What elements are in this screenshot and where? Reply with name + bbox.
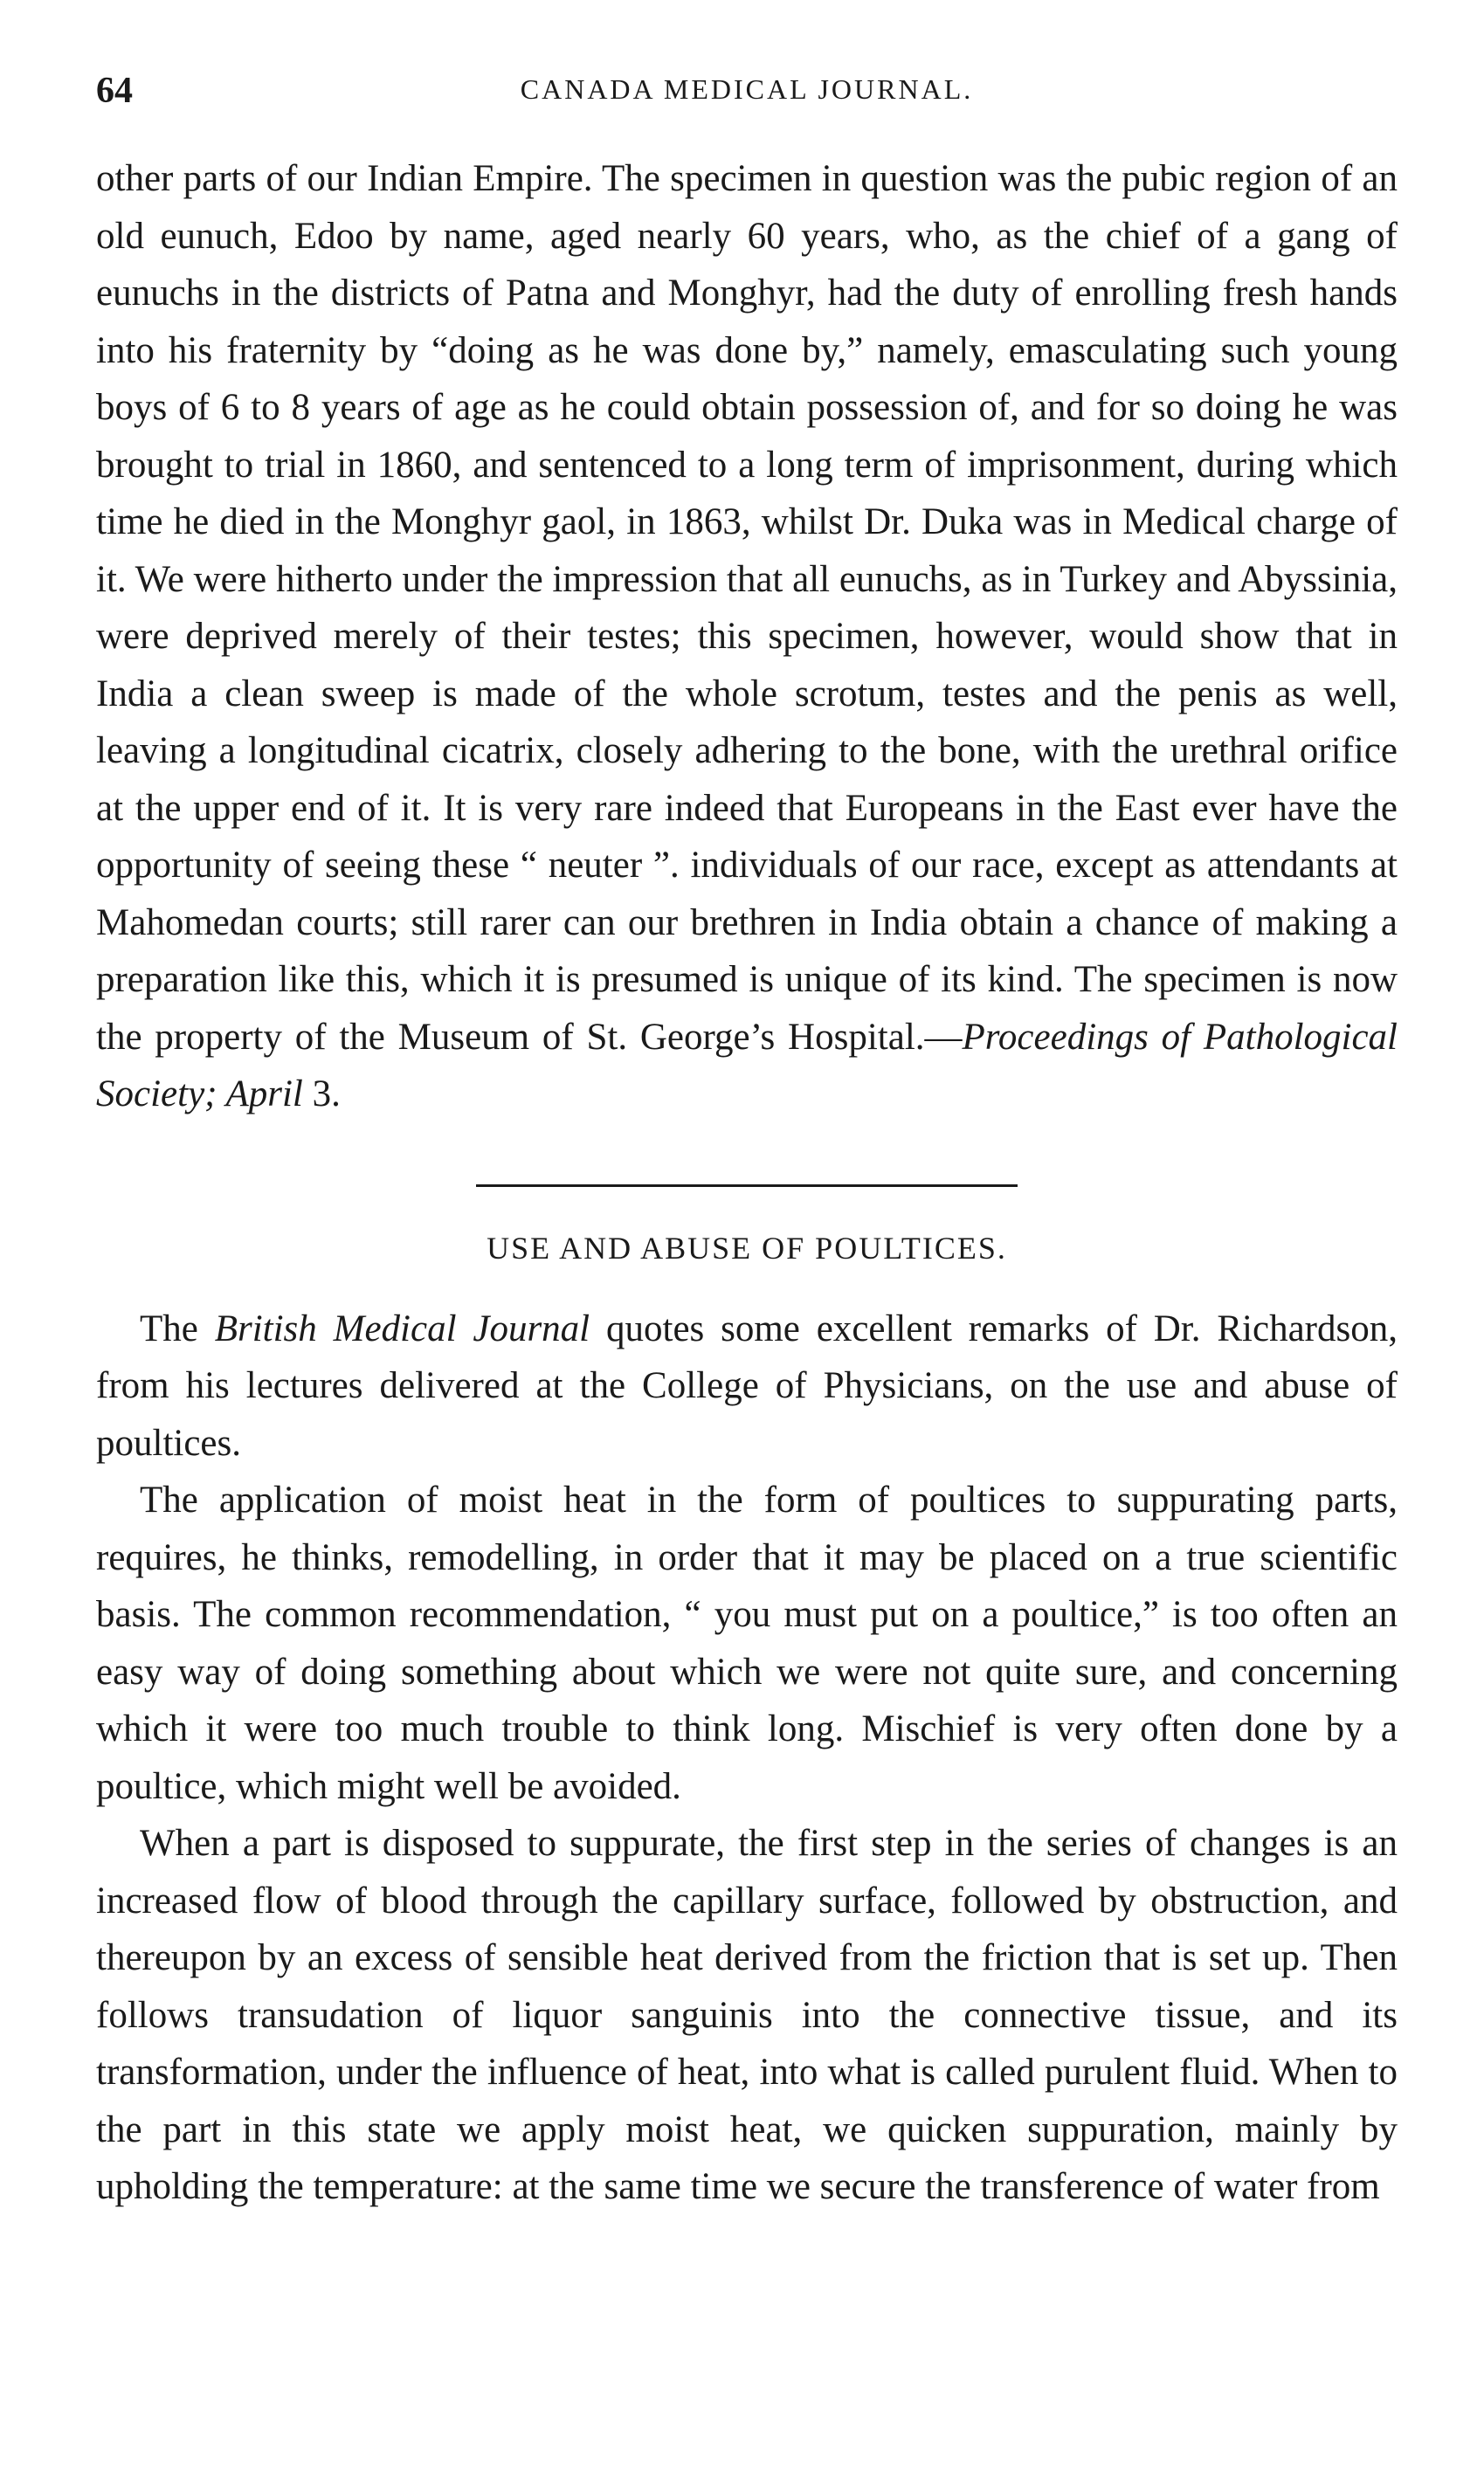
journal-title: CANADA MEDICAL JOURNAL. — [520, 73, 974, 105]
journal-page — [96, 70, 1398, 2216]
running-head — [96, 70, 1398, 131]
article-continuation-paragraph — [96, 150, 1398, 1123]
journal-name-italic: British Medical Journal — [214, 1308, 590, 1349]
poultices-paragraph-3: When a part is disposed to suppurate, the first step in the series of changes is an increased flow of blood through the capillary surface, followed by obstruction, and thereupon by an excess of sensible heat derived from the friction that is set up. Then follows transudation of liquor sanguinis into the connective tissue, and its transformation, under the influence of heat, into what is called purulent fluid. When to the part in this state we apply moist heat, we quicken suppuration, mainly by upholding the temperature: at the same time we secure the transference of water from — [96, 1823, 1398, 2207]
poultices-paragraph-1 — [96, 1301, 1398, 1473]
section-divider — [476, 1184, 1018, 1187]
paragraph-1-rest: quotes some excellent remarks of Dr. Richardson, from his lectures delivered at the College of Physicians, on the use and abuse of poultices. — [96, 1308, 1398, 1464]
section-heading: USE AND ABUSE OF POULTICES. — [487, 1230, 1007, 1266]
source-citation: Proceedings of Pathological Society; April — [96, 1016, 1398, 1114]
page-number: 64 — [96, 71, 133, 111]
article-continuation-text: other parts of our Indian Empire. The specimen in question was the pubic region of an old eunuch, Edoo by name, aged nearly 60 years, who, as the chief of a gang of eunuchs in the districts of Patna and Monghyr, had the duty of enrolling fresh hands into his fraternity by “doing as he was done by,” namely, emasculating such young boys of 6 to 8 years of age as he could obtain possession of, and for so doing he was brought to trial in 1860, and sentenced to a long term of imprisonment, during which time he died in the Monghyr gaol, in 1863, whilst Dr. Duka was in Medical charge of it. We were hitherto under the impression that all eunuchs, as in Turkey and Abyssinia, were deprived merely of their testes; this specimen, however, would show that in India a clean sweep is made of the whole scrotum, testes and the penis as well, leaving a longitudinal cicatrix, closely adhering to the bone, with the urethral orifice at the upper end of it. It is very rare indeed that Europeans in the East ever have the opportunity of seeing these “ neuter ”. individuals of our race, except as attendants at Mahomedan courts; still rarer can our brethren in India obtain a chance of making a preparation like this, which it is presumed is unique of its kind. The specimen is now the property of the Museum of St. George’s Hospital.— — [96, 158, 1398, 1058]
paragraph-1-lead: The — [140, 1308, 215, 1349]
source-citation-tail: 3. — [302, 1073, 341, 1114]
poultices-paragraph-2: The application of moist heat in the form of poultices to suppurating parts, requires, he thinks, remodelling, in order that it may be placed on a true scientific basis. The common recommendation, “ you must put on a poultice,” is too often an easy way of doing something about which we were not quite sure, and concerning which it were too much trouble to think long. Mischief is very often done by a poultice, which might well be avoided. — [96, 1480, 1398, 1807]
